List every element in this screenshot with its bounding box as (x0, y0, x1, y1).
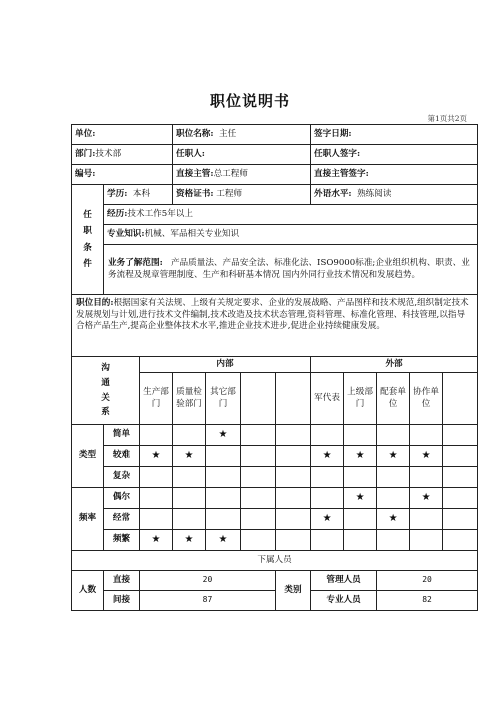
star-icon: ★ (421, 450, 431, 462)
indirect-value: 87 (140, 591, 276, 611)
star-cell (140, 467, 173, 488)
star-cell (311, 509, 344, 530)
star-cell (206, 530, 241, 551)
supervisor-sign-label: 直接主管签字: (314, 168, 369, 179)
education-value: 本科 (132, 188, 151, 199)
external-header: 外部 (311, 357, 478, 373)
supervisor-sign-cell (311, 165, 478, 185)
internal-col-3 (241, 373, 276, 425)
star-cell (377, 446, 410, 467)
external-col-2: 配套单位 (377, 373, 410, 425)
header-row-2 (72, 145, 478, 165)
certificate-label: 资格证书: (176, 188, 214, 199)
education-cell (104, 185, 173, 205)
subordinates-title-row (72, 551, 478, 571)
star-cell (344, 530, 377, 551)
star-cell (410, 467, 443, 488)
header-row-3 (72, 165, 478, 185)
star-cell (443, 488, 478, 509)
comm-header-row (72, 357, 478, 373)
star-cell (410, 446, 443, 467)
star-cell (173, 488, 206, 509)
star-cell (206, 509, 241, 530)
internal-header: 内部 (140, 357, 311, 373)
holder-sign-cell (311, 145, 478, 165)
star-cell (173, 530, 206, 551)
page-indicator: 第1页共2页 (427, 114, 467, 123)
position-name-label: 职位名称: (176, 128, 214, 139)
type-row-0 (72, 425, 478, 446)
department-cell (72, 145, 173, 165)
star-icon: ★ (151, 450, 161, 462)
external-col-1: 上级部门 (344, 373, 377, 425)
purpose-row (72, 295, 478, 357)
star-cell (206, 467, 241, 488)
star-cell (344, 488, 377, 509)
star-cell (140, 488, 173, 509)
department-label: 部门: (75, 148, 96, 159)
star-cell (241, 509, 276, 530)
purpose-text: 根据国家有关法规、上级有关规定要求、企业的发展战略、产品图样和技术规范,组织制定技术发展规划与计划,进行技术文件编制,技术改造及技术状态管理,资料管理、标准化管理、科技管理,以指导合格产品生产,提高企业整体技术水平,推进企业技术进步,促进企业持续健康发展。 (76, 298, 469, 332)
star-cell (241, 467, 276, 488)
sign-date-label: 签字日期: (314, 128, 352, 139)
scope-row (72, 245, 478, 295)
certificate-value: 工程师 (216, 188, 243, 199)
star-cell (311, 425, 344, 446)
category-label: 类别 (276, 571, 311, 611)
language-label: 外语水平: (314, 188, 352, 199)
knowledge-cell (104, 225, 478, 245)
experience-label: 经历: (107, 208, 128, 219)
education-label: 学历: (107, 188, 128, 199)
freq-row-label: 偶尔 (104, 488, 140, 509)
type-row-label: 简单 (104, 425, 140, 446)
star-cell (140, 509, 173, 530)
type-label: 类型 (72, 425, 104, 488)
subordinates-title: 下属人员 (72, 551, 478, 571)
external-col-0: 军代表 (311, 373, 344, 425)
certificate-cell (173, 185, 311, 205)
external-col-4 (443, 373, 478, 425)
department-value: 技术部 (95, 148, 122, 159)
holder-cell (173, 145, 311, 165)
star-cell (443, 530, 478, 551)
star-cell (276, 425, 311, 446)
mgmt-value: 20 (377, 571, 478, 591)
star-cell (443, 509, 478, 530)
freq-row-2 (72, 530, 478, 551)
star-cell (173, 446, 206, 467)
language-value: 熟练阅读 (357, 188, 392, 199)
document-title: 职位说明书 (209, 92, 290, 110)
position-name-value: 主任 (219, 128, 237, 139)
comm-label-cell (72, 357, 140, 425)
knowledge-label: 专业知识: (107, 228, 145, 239)
star-icon: ★ (421, 492, 431, 504)
unit-cell (72, 125, 173, 145)
star-cell (311, 446, 344, 467)
star-cell (276, 509, 311, 530)
code-cell (72, 165, 173, 185)
purpose-cell (72, 295, 478, 357)
holder-label: 任职人: (176, 148, 205, 159)
unit-label: 单位: (75, 128, 96, 139)
mgmt-label: 管理人员 (311, 571, 377, 591)
count-label: 人数 (72, 571, 104, 611)
star-cell (410, 488, 443, 509)
star-cell (276, 488, 311, 509)
star-cell (377, 509, 410, 530)
star-cell (311, 488, 344, 509)
knowledge-value: 机械、军品相关专业知识 (144, 228, 240, 239)
code-label: 编号: (75, 168, 96, 179)
star-cell (443, 467, 478, 488)
education-row (72, 185, 478, 205)
star-cell (173, 425, 206, 446)
star-icon: ★ (184, 534, 194, 546)
star-cell (377, 488, 410, 509)
star-cell (206, 425, 241, 446)
star-cell (206, 446, 241, 467)
star-cell (410, 509, 443, 530)
knowledge-row (72, 225, 478, 245)
star-cell (241, 446, 276, 467)
comm-label: 沟 通 关 系 (101, 363, 110, 418)
subordinates-row-0 (72, 571, 478, 591)
star-cell (140, 446, 173, 467)
language-cell (311, 185, 478, 205)
star-cell (241, 425, 276, 446)
internal-col-1: 质量检验部门 (173, 373, 206, 425)
star-icon: ★ (355, 450, 365, 462)
star-cell (377, 425, 410, 446)
experience-value: 技术工作5年以上 (127, 208, 193, 219)
star-cell (344, 446, 377, 467)
star-icon: ★ (184, 450, 194, 462)
subordinates-row-1 (72, 591, 478, 611)
external-col-3: 协作单位 (410, 373, 443, 425)
star-cell (276, 530, 311, 551)
star-cell (140, 425, 173, 446)
star-icon: ★ (218, 429, 228, 441)
star-icon: ★ (355, 492, 365, 504)
sign-date-cell (311, 125, 478, 145)
requirements-label: 任 职 条 件 (83, 209, 92, 269)
job-description-table (71, 124, 478, 611)
star-icon: ★ (322, 513, 332, 525)
star-cell (344, 467, 377, 488)
scope-cell (104, 245, 478, 295)
star-cell (173, 467, 206, 488)
header-row-1 (72, 125, 478, 145)
prof-label: 专业人员 (311, 591, 377, 611)
star-cell (311, 530, 344, 551)
supervisor-label: 直接主管: (176, 168, 214, 179)
experience-row (72, 205, 478, 225)
freq-row-1 (72, 509, 478, 530)
supervisor-value: 总工程师 (213, 168, 248, 179)
direct-label: 直接 (104, 571, 140, 591)
star-icon: ★ (151, 534, 161, 546)
freq-label: 频率 (72, 488, 104, 551)
star-cell (443, 425, 478, 446)
internal-col-0: 生产部门 (140, 373, 173, 425)
internal-col-4 (276, 373, 311, 425)
freq-row-0 (72, 488, 478, 509)
star-icon: ★ (388, 513, 398, 525)
prof-value: 82 (377, 591, 478, 611)
star-cell (377, 467, 410, 488)
type-row-label: 复杂 (104, 467, 140, 488)
star-icon: ★ (322, 450, 332, 462)
freq-row-label: 经常 (104, 509, 140, 530)
star-cell (410, 530, 443, 551)
star-cell (377, 530, 410, 551)
star-cell (140, 530, 173, 551)
type-row-label: 较难 (104, 446, 140, 467)
type-row-1 (72, 446, 478, 467)
freq-row-label: 频繁 (104, 530, 140, 551)
scope-value: 产品质量法、产品安全法、标准化法、ISO9000标准;企业组织机构、职责、业务流程及规章管理制度、生产和科研基本情况 国内外同行业技术情况和发展趋势。 (108, 257, 470, 280)
star-cell (276, 467, 311, 488)
internal-col-2: 其它部门 (206, 373, 241, 425)
holder-sign-label: 任职人签字: (314, 148, 361, 159)
direct-value: 20 (140, 571, 276, 591)
indirect-label: 间接 (104, 591, 140, 611)
star-cell (241, 488, 276, 509)
star-cell (344, 425, 377, 446)
requirements-label-cell (72, 185, 104, 295)
experience-cell (104, 205, 478, 225)
star-cell (311, 467, 344, 488)
star-cell (344, 509, 377, 530)
star-icon: ★ (218, 534, 228, 546)
type-row-2 (72, 467, 478, 488)
position-name-cell (173, 125, 311, 145)
star-cell (410, 425, 443, 446)
star-cell (241, 530, 276, 551)
star-cell (276, 446, 311, 467)
star-cell (206, 488, 241, 509)
star-icon: ★ (388, 450, 398, 462)
star-cell (173, 509, 206, 530)
supervisor-cell (173, 165, 311, 185)
scope-label: 业务了解范围: (108, 257, 163, 268)
star-cell (443, 446, 478, 467)
purpose-label: 职位目的: (76, 298, 114, 308)
